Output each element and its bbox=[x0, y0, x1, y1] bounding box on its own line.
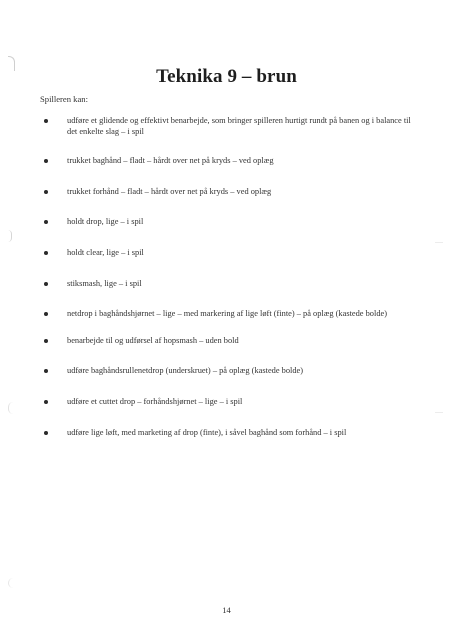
list-item-text: benarbejde til og udførsel af hopsmash – uden bold bbox=[67, 335, 239, 345]
list-item bbox=[40, 336, 420, 347]
list-item-text: udføre et glidende og effektivt benarbejde, som bringer spilleren hurtigt rundt på banen og i balance til det enkelte slag – i spil bbox=[67, 116, 411, 136]
bullet-icon bbox=[44, 282, 48, 286]
list-item bbox=[40, 428, 420, 439]
list-item bbox=[40, 187, 420, 198]
list-item bbox=[40, 217, 420, 228]
bullet-icon bbox=[44, 400, 48, 404]
scan-margin-mark bbox=[8, 578, 13, 588]
list-item bbox=[40, 156, 420, 167]
page-title: Teknika 9 – brun bbox=[156, 66, 297, 87]
list-item-text: netdrop i baghåndshjørnet – lige – med markering af lige løft (finte) – på oplæg (kastede bolde) bbox=[67, 309, 388, 319]
skill-list bbox=[40, 116, 420, 438]
list-item bbox=[40, 309, 420, 320]
list-item bbox=[40, 366, 420, 377]
scan-margin-mark bbox=[8, 230, 12, 242]
scan-margin-mark bbox=[435, 242, 443, 243]
bullet-icon bbox=[44, 190, 48, 194]
list-item bbox=[40, 116, 420, 137]
bullet-icon bbox=[44, 119, 48, 123]
list-item-text: holdt drop, lige – i spil bbox=[67, 217, 144, 227]
scan-margin-mark bbox=[435, 412, 443, 413]
bullet-icon bbox=[44, 339, 48, 343]
bullet-icon bbox=[44, 220, 48, 224]
list-item bbox=[40, 397, 420, 408]
list-item-text: udføre baghåndsrullenetdrop (underskruet) – på oplæg (kastede bolde) bbox=[67, 366, 304, 376]
list-item-text: udføre lige løft, med marketing af drop (finte), i såvel baghånd som forhånd – i spil bbox=[67, 427, 347, 437]
list-item bbox=[40, 248, 420, 259]
bullet-icon bbox=[44, 251, 48, 255]
list-item-text: trukket baghånd – fladt – hårdt over net på kryds – ved oplæg bbox=[67, 156, 274, 166]
list-item-text: stiksmash, lige – i spil bbox=[67, 278, 142, 288]
bullet-icon bbox=[44, 312, 48, 316]
intro-text: Spilleren kan: bbox=[40, 94, 88, 104]
list-item-text: trukket forhånd – fladt – hårdt over net på kryds – ved oplæg bbox=[67, 186, 272, 196]
bullet-icon bbox=[44, 431, 48, 435]
list-item bbox=[40, 279, 420, 290]
list-item-text: holdt clear, lige – i spil bbox=[67, 247, 144, 257]
scan-margin-mark bbox=[8, 402, 13, 414]
bullet-icon bbox=[44, 369, 48, 373]
list-item-text: udføre et cuttet drop – forhåndshjørnet – lige – i spil bbox=[67, 396, 243, 406]
bullet-icon bbox=[44, 159, 48, 163]
page-number: 14 bbox=[222, 605, 231, 615]
